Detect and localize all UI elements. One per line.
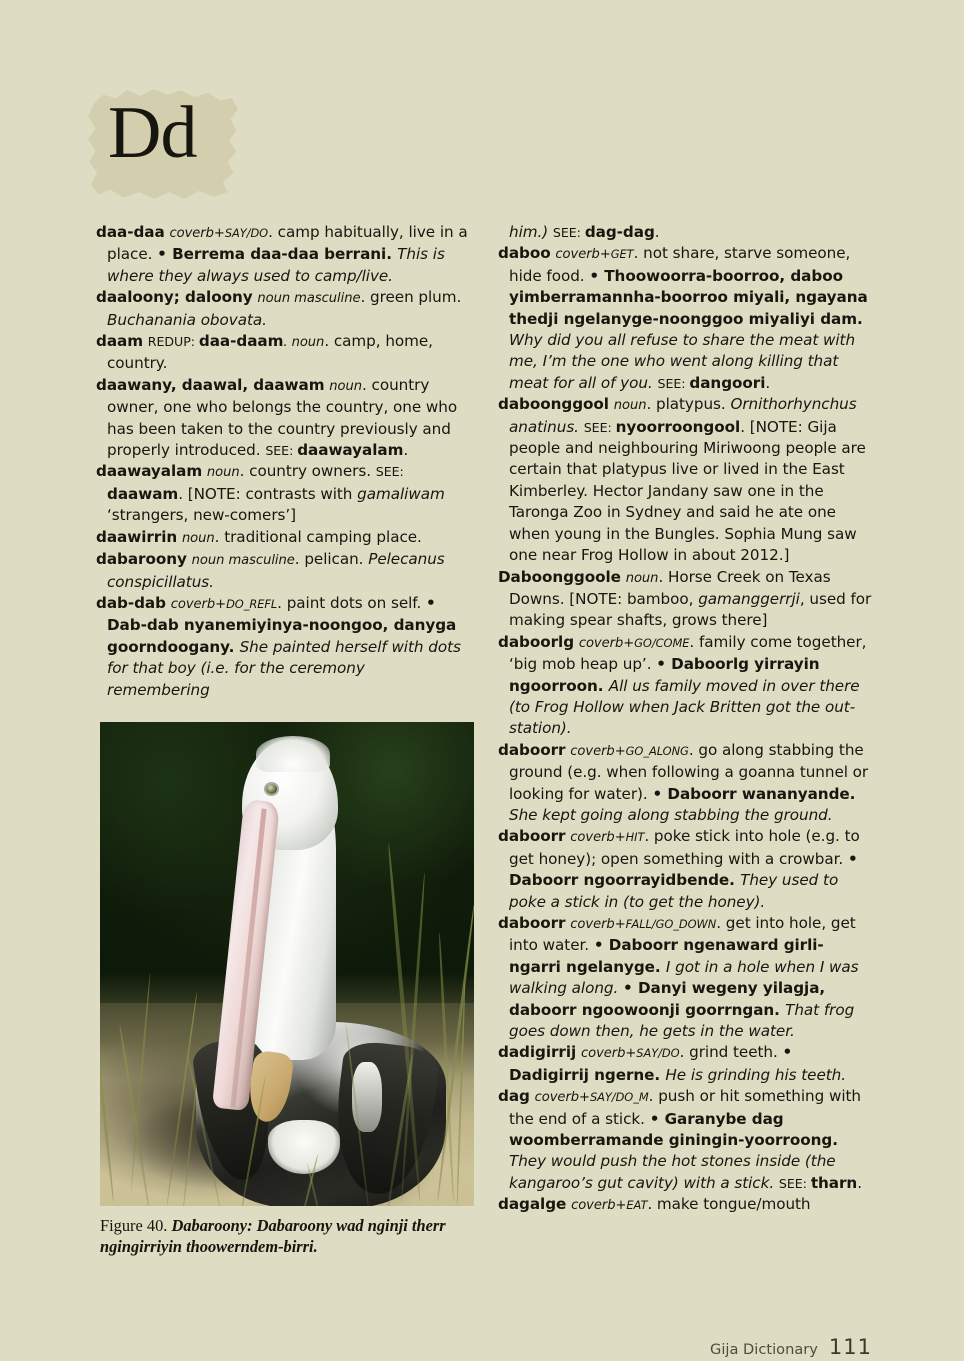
entry-cross-reference: nyoorroongool — [615, 417, 741, 436]
entry-example: Daboorr ngoorrayidbende. — [509, 871, 741, 890]
entry-translation: He is grinding his teeth. — [665, 1065, 847, 1084]
entry-gloss: . pelican. — [294, 550, 369, 569]
entry-translation: Pelecanus conspicillatus. — [107, 550, 445, 591]
entry-cross-reference: daawam — [107, 484, 179, 503]
entry-gloss: . platypus. — [646, 395, 731, 414]
dictionary-entry — [96, 461, 470, 526]
entry-part-of-speech: coverb+DO_REFL — [170, 596, 278, 612]
entry-translation: I got in a hole when I was walking along. — [509, 957, 859, 998]
entry-headword: daboorr — [498, 914, 566, 932]
entry-part-of-speech: noun masculine — [257, 291, 361, 307]
entry-note-end: , used for making spear shafts, grows there] — [509, 589, 872, 630]
entry-cross-reference: dangoori — [689, 373, 766, 392]
entry-gloss: . green plum. — [360, 288, 462, 307]
entry-pos-smallcaps: SAY/DO — [636, 1046, 680, 1061]
entry-headword: dag — [498, 1087, 530, 1106]
entry-gloss-end: . — [857, 1173, 862, 1192]
entry-part-of-speech: noun — [329, 378, 362, 394]
left-column — [96, 222, 470, 701]
entry-example-2: Danyi wegeny yilagja, daboorr ngoowoonji goorrngan. — [509, 979, 826, 1019]
entry-example: Dadigirrij ngerne. — [509, 1065, 666, 1084]
entry-translation: She kept going along stabbing the ground. — [509, 805, 833, 824]
entry-example: Garanybe dag woomberramande giningin-yoorroong. — [509, 1109, 838, 1150]
right-column — [498, 222, 872, 1217]
pelican-eye — [266, 784, 277, 794]
entry-cross-reference: dag-dag — [584, 223, 655, 241]
entry-bullet: • — [589, 266, 605, 285]
entry-translation: Buchanania obovata. — [107, 310, 267, 329]
entry-gloss: . family come together, ‘big mob heap up’. — [509, 632, 867, 674]
dictionary-entry — [498, 1042, 872, 1086]
entry-gloss: . country owners. — [239, 462, 376, 481]
entry-pos-smallcaps: HIT — [625, 830, 645, 845]
entry-headword: Daboonggoole — [498, 567, 621, 586]
entry-part-of-speech: noun — [613, 398, 647, 414]
entry-pos-smallcaps: GO_ALONG — [625, 743, 689, 758]
entry-gloss: . make tongue/mouth — [647, 1195, 811, 1214]
entry-part-of-speech: coverb+GO_ALONG — [570, 743, 689, 759]
entry-headword: daa-daa — [96, 223, 165, 241]
entry-headword: daawany, daawal, daawam — [96, 375, 325, 394]
dictionary-entry — [498, 1194, 872, 1216]
dictionary-entry — [498, 826, 872, 913]
entry-part-of-speech: . noun — [283, 335, 325, 351]
entry-pos-smallcaps: SAY/DO — [224, 226, 269, 240]
entry-headword: daboorr — [498, 827, 566, 846]
dictionary-entry — [498, 394, 872, 566]
entry-gloss: . camp, home, country. — [107, 332, 433, 373]
dictionary-entry — [498, 913, 872, 1042]
entry-part-of-speech: coverb+GET — [555, 247, 634, 263]
entry-headword: daam — [96, 332, 143, 351]
entry-gloss: . not share, starve someone, hide food. — [509, 244, 851, 285]
entry-see-label: SEE: — [778, 1175, 811, 1191]
entry-note: . [NOTE: contrasts with — [178, 484, 358, 503]
entry-example: Dab-dab nyanemiyinya-noongoo, danyga goorndoogany. — [107, 616, 457, 656]
entry-redup-label: REDUP: — [147, 334, 199, 350]
entry-cross-reference: daawayalam — [297, 441, 404, 460]
letter-heading: Dd — [108, 92, 197, 174]
dictionary-entry — [96, 222, 470, 287]
figure-caption-text: Dabaroony: Dabaroony wad nginji therr ngingirriyin thoowerndem-birri. — [100, 1216, 446, 1256]
entry-gloss: . push or hit something with the end of a stick. — [509, 1087, 861, 1128]
entry-bullet: • — [782, 1043, 793, 1062]
entry-headword: daboorlg — [498, 632, 575, 651]
dictionary-entry — [498, 1086, 872, 1194]
entry-translation: Why did you all refuse to share the meat with me, I’m the one who went along killing that meat for all of you. — [509, 331, 856, 392]
entry-bullet: • — [593, 936, 609, 955]
entry-pos-smallcaps: GET — [610, 247, 634, 262]
entry-translation: They used to poke a stick in (to get the honey). — [509, 871, 839, 911]
entry-see-label: SEE: — [375, 464, 404, 480]
entry-bullet: • — [426, 593, 436, 612]
entry-translation-2: That frog goes down then, he gets in the water. — [509, 1000, 855, 1041]
entry-example: Daboorr ngenaward girli-ngarri ngelanyge. — [509, 936, 824, 976]
entry-pos-smallcaps: DO_REFL — [226, 596, 278, 611]
entry-continuation — [498, 222, 872, 243]
entry-headword: dab-dab — [96, 593, 166, 612]
entry-gloss-end: . — [403, 441, 409, 460]
entry-headword: daawayalam — [96, 462, 203, 481]
entry-example: Daboorlg yirrayin ngoorroon. — [509, 655, 820, 695]
entry-gloss: . get into hole, get into water. — [509, 914, 856, 955]
entry-gloss: . country owner, one who belongs the country, one who has been taken to the country previously and properly introduced. — [107, 375, 458, 460]
entry-example: Berrema daa-daa berrani. — [172, 245, 398, 264]
entry-gloss: . grind teeth. — [679, 1043, 783, 1062]
entry-bullet: • — [652, 784, 668, 803]
entry-redup-form: daa-daam — [198, 332, 284, 351]
dictionary-entry — [96, 549, 470, 593]
figure-block — [100, 722, 474, 1257]
entry-headword: dabaroony — [96, 550, 187, 569]
dictionary-entry — [96, 527, 470, 549]
entry-part-of-speech: coverb+SAY/DO — [580, 1046, 680, 1062]
dictionary-entry — [498, 740, 872, 827]
entry-headword: daaloony; daloony — [96, 288, 253, 307]
entry-part-of-speech: coverb+GO/COME — [578, 635, 690, 651]
dictionary-entry — [498, 567, 872, 632]
dictionary-entry — [96, 331, 470, 375]
page-footer — [710, 1335, 872, 1359]
dictionary-entry — [498, 632, 872, 740]
entry-part-of-speech: coverb+SAY/DO_M — [534, 1090, 649, 1106]
entry-cross-reference: tharn — [810, 1173, 858, 1192]
entry-example: Thoowoorra-boorroo, daboo yimberramannha-boorroo miyali, ngayana thedji ngelanyge-noonggoo miyaliyi dam. — [509, 266, 868, 328]
entry-part-of-speech: noun masculine — [191, 553, 295, 569]
pelican-crest — [256, 736, 330, 772]
entry-gloss: . traditional camping place. — [214, 527, 422, 546]
entry-see-label: SEE: — [583, 419, 616, 435]
dictionary-entry — [96, 593, 470, 701]
entry-gloss: . Horse Creek on Texas Downs. [NOTE: bamboo, — [509, 567, 831, 608]
entry-translation: Ornithorhynchus anatinus. — [509, 395, 857, 436]
entry-bullet-2: • — [623, 979, 638, 998]
entry-part-of-speech: noun — [206, 465, 240, 481]
entry-bullet: • — [649, 1109, 665, 1128]
entry-pos-smallcaps: FALL/GO_DOWN — [625, 917, 717, 931]
entry-headword: daboorr — [498, 740, 566, 759]
entry-translation: She painted herself with dots for that boy (i.e. for the ceremony remembering — [107, 637, 461, 699]
entry-gloss: . poke stick into hole (e.g. to get honey); open something with a crowbar. — [509, 827, 860, 868]
entry-headword: dagalge — [498, 1195, 567, 1214]
entry-translation: him.) — [509, 223, 553, 241]
entry-gloss-end: . — [765, 373, 771, 392]
entry-headword: daboo — [498, 244, 551, 263]
entry-headword: daawirrin — [96, 527, 178, 546]
page-number: 111 — [828, 1335, 872, 1359]
dictionary-entry — [96, 375, 470, 462]
entry-gloss: . paint dots on self. — [277, 593, 427, 612]
figure-caption-label: Figure 40. — [100, 1216, 172, 1235]
dictionary-entry — [498, 243, 872, 394]
entry-note: . [NOTE: Gija people and neighbouring Miriwoong people are certain that platypus live or lived in the East Kimberley. Hector Jandany saw one in the Taronga Zoo in Sydney and said he ate one when young in the Bungles. Sophia Mung saw one near Frog Hollow in about 2012.] — [509, 417, 866, 565]
entry-part-of-speech: noun — [625, 570, 659, 586]
entry-translation: All us family moved in over there (to Frog Hollow when Jack Britten got the out-station). — [509, 676, 860, 738]
entry-part-of-speech: coverb+FALL/GO_DOWN — [570, 917, 717, 932]
entry-note-italic: gamanggerrji — [698, 589, 800, 608]
dictionary-entry — [96, 287, 470, 331]
entry-see-label: SEE: — [552, 225, 585, 240]
entry-bullet: • — [847, 849, 858, 868]
entry-example: Daboorr wananyande. — [667, 784, 856, 803]
entry-bullet: • — [157, 245, 173, 264]
entry-headword: dadigirrij — [498, 1043, 577, 1062]
entry-headword: daboonggool — [498, 395, 609, 414]
entry-pos-smallcaps: EAT — [626, 1198, 648, 1213]
entry-translation: They would push the hot stones inside (the kangaroo’s gut cavity) with a stick. — [509, 1152, 836, 1192]
entry-pos-smallcaps: SAY/DO_M — [589, 1090, 649, 1105]
entry-part-of-speech: coverb+SAY/DO — [169, 226, 269, 241]
entry-see-label: SEE: — [265, 443, 298, 459]
entry-part-of-speech: noun — [181, 530, 215, 546]
entry-translation: This is where they always used to camp/live. — [107, 245, 445, 285]
pelican-photograph — [100, 722, 474, 1206]
footer-title: Gija Dictionary — [710, 1341, 818, 1358]
entry-note-end: ‘strangers, new-comers’] — [107, 506, 297, 525]
entry-pos-smallcaps: GO/COME — [634, 635, 690, 650]
entry-part-of-speech: coverb+HIT — [570, 830, 645, 846]
entry-gloss-end: . — [654, 223, 660, 241]
entry-bullet: • — [656, 655, 672, 674]
figure-caption — [100, 1215, 474, 1257]
entry-see-label: SEE: — [657, 375, 690, 391]
entry-gloss: . camp habitually, live in a place. — [107, 223, 468, 264]
letter-section-header — [88, 88, 238, 206]
entry-gloss: . go along stabbing the ground (e.g. when following a goanna tunnel or looking for water). — [509, 740, 869, 803]
entry-note-italic: gamaliwam — [357, 484, 445, 503]
entry-part-of-speech: coverb+EAT — [571, 1198, 648, 1214]
